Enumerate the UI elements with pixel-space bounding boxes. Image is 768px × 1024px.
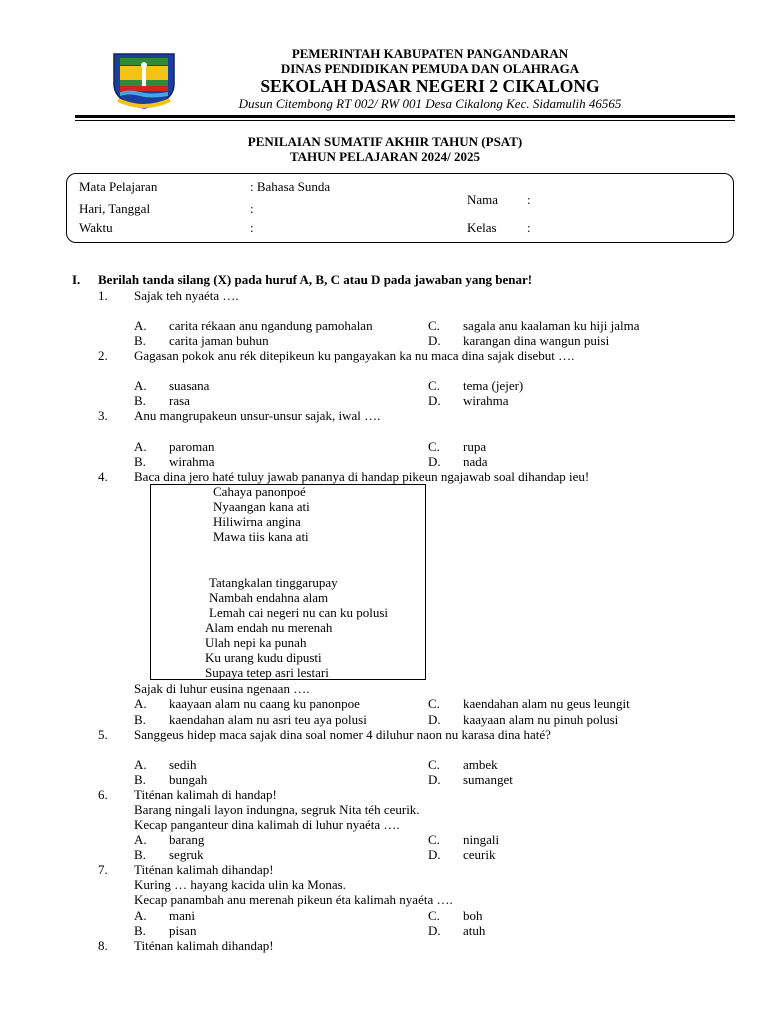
option-a: suasana (169, 378, 210, 393)
poem-line: Alam endah nu merenah (205, 620, 333, 635)
option-letter-d: D. (428, 772, 441, 787)
option-letter-a: A. (134, 696, 147, 711)
question-sentence: Kuring … hayang kacida ulin ka Monas. (134, 877, 346, 892)
poem-line: Ku urang kudu dipusti (205, 650, 322, 665)
poem-line: Ulah nepi ka punah (205, 635, 307, 650)
option-letter-c: C. (428, 439, 440, 454)
regency-logo (110, 50, 178, 110)
option-letter-c: C. (428, 696, 440, 711)
option-a: sedih (169, 757, 197, 772)
name-value: : (527, 192, 531, 207)
option-a: barang (169, 832, 205, 847)
agency-name: DINAS PENDIDIKAN PEMUDA DAN OLAHRAGA (280, 61, 580, 76)
option-letter-a: A. (134, 757, 147, 772)
option-letter-c: C. (428, 378, 440, 393)
option-c: ningali (463, 832, 500, 847)
question-text: Anu mangrupakeun unsur-unsur sajak, iwal …. (134, 408, 381, 423)
option-d: atuh (463, 923, 486, 938)
poem-line: Mawa tiis kana ati (213, 529, 309, 544)
option-letter-d: D. (428, 393, 441, 408)
option-c: tema (jejer) (463, 378, 524, 393)
option-c: boh (463, 908, 483, 923)
option-b: wirahma (169, 454, 215, 469)
question-text: Baca dina jero haté tuluy jawab pananya di handap pikeun ngajawab soal dihandap ieu! (134, 469, 590, 484)
date-label: Hari, Tanggal (79, 201, 151, 216)
question-number: 5. (98, 727, 108, 742)
subject-value: : Bahasa Sunda (250, 179, 331, 194)
option-d: kaayaan alam nu pinuh polusi (463, 712, 619, 727)
option-c: ambek (463, 757, 498, 772)
option-letter-b: B. (134, 454, 146, 469)
section-instruction: Berilah tanda silang (X) pada huruf A, B, C atau D pada jawaban yang benar! (98, 272, 533, 287)
option-a: carita rékaan anu ngandung pamohalan (169, 318, 373, 333)
poem-line: Nyaangan kana ati (213, 499, 310, 514)
option-b: bungah (169, 772, 208, 787)
question-number: 8. (98, 938, 108, 953)
header-divider-thin (75, 120, 735, 121)
option-letter-c: C. (428, 757, 440, 772)
option-b: carita jaman buhun (169, 333, 269, 348)
class-label: Kelas (467, 220, 497, 235)
time-value: : (250, 220, 254, 235)
question-number: 6. (98, 787, 108, 802)
option-letter-a: A. (134, 908, 147, 923)
poem-line: Supaya tetep asri lestari (205, 665, 329, 680)
option-letter-d: D. (428, 923, 441, 938)
question-number: 7. (98, 862, 108, 877)
question-text: Titénan kalimah dihandap! (134, 938, 274, 953)
option-d: karangan dina wangun puisi (463, 333, 610, 348)
school-address: Dusun Citembong RT 002/ RW 001 Desa Cikalong Kec. Sidamulih 46565 (238, 96, 622, 111)
option-a: paroman (169, 439, 215, 454)
option-letter-a: A. (134, 318, 147, 333)
question-number: 1. (98, 288, 108, 303)
option-d: sumanget (463, 772, 513, 787)
option-b: kaendahan alam nu asri teu aya polusi (169, 712, 367, 727)
option-letter-b: B. (134, 847, 146, 862)
poem-line: Cahaya panonpoé (213, 484, 306, 499)
question-text: Gagasan pokok anu rék ditepikeun ku pangayakan ka nu maca dina sajak disebut …. (134, 348, 575, 363)
question-number: 4. (98, 469, 108, 484)
poem-line: Hiliwirna angina (213, 514, 301, 529)
question-followup: Sajak di luhur eusina ngenaan …. (134, 681, 310, 696)
option-letter-d: D. (428, 847, 441, 862)
option-letter-a: A. (134, 439, 147, 454)
poem-line: Lemah cai negeri nu can ku polusi (209, 605, 389, 620)
time-label: Waktu (79, 220, 113, 235)
option-d: wirahma (463, 393, 509, 408)
option-letter-d: D. (428, 712, 441, 727)
option-b: rasa (169, 393, 190, 408)
date-value: : (250, 201, 254, 216)
poem-line: Nambah endahna alam (209, 590, 329, 605)
exam-title: PENILAIAN SUMATIF AKHIR TAHUN (PSAT) (247, 134, 523, 149)
option-letter-d: D. (428, 454, 441, 469)
question-prompt: Kecap panambah anu merenah pikeun éta kalimah nyaéta …. (134, 892, 453, 907)
option-letter-c: C. (428, 318, 440, 333)
option-letter-d: D. (428, 333, 441, 348)
option-d: ceurik (463, 847, 496, 862)
option-c: kaendahan alam nu geus leungit (463, 696, 630, 711)
poem-line: Tatangkalan tinggarupay (209, 575, 338, 590)
option-letter-c: C. (428, 832, 440, 847)
option-d: nada (463, 454, 488, 469)
option-b: segruk (169, 847, 204, 862)
option-a: kaayaan alam nu caang ku panonpoe (169, 696, 360, 711)
section-number: I. (72, 272, 81, 287)
student-info-box (66, 173, 734, 243)
option-letter-b: B. (134, 772, 146, 787)
option-letter-b: B. (134, 712, 146, 727)
question-text: Sanggeus hidep maca sajak dina soal nomer 4 diluhur naon nu karasa dina haté? (134, 727, 551, 742)
option-letter-b: B. (134, 923, 146, 938)
school-name: SEKOLAH DASAR NEGERI 2 CIKALONG (260, 76, 600, 96)
exam-year: TAHUN PELAJARAN 2024/ 2025 (289, 149, 481, 164)
question-text: Titénan kalimah di handap! (134, 787, 277, 802)
header-divider (75, 115, 735, 118)
option-c: sagala anu kaalaman ku hiji jalma (463, 318, 640, 333)
option-b: pisan (169, 923, 197, 938)
question-number: 2. (98, 348, 108, 363)
option-letter-a: A. (134, 378, 147, 393)
question-text: Titénan kalimah dihandap! (134, 862, 274, 877)
name-label: Nama (467, 192, 499, 207)
class-value: : (527, 220, 531, 235)
question-prompt: Kecap panganteur dina kalimah di luhur nyaéta …. (134, 817, 400, 832)
subject-label: Mata Pelajaran (79, 179, 158, 194)
question-text: Sajak teh nyaéta …. (134, 288, 239, 303)
government-name: PEMERINTAH KABUPATEN PANGANDARAN (291, 46, 569, 61)
option-letter-c: C. (428, 908, 440, 923)
option-letter-b: B. (134, 333, 146, 348)
option-a: mani (169, 908, 195, 923)
option-letter-b: B. (134, 393, 146, 408)
question-sentence: Barang ningali layon indungna, segruk Nita téh ceurik. (134, 802, 420, 817)
option-c: rupa (463, 439, 487, 454)
question-number: 3. (98, 408, 108, 423)
option-letter-a: A. (134, 832, 147, 847)
